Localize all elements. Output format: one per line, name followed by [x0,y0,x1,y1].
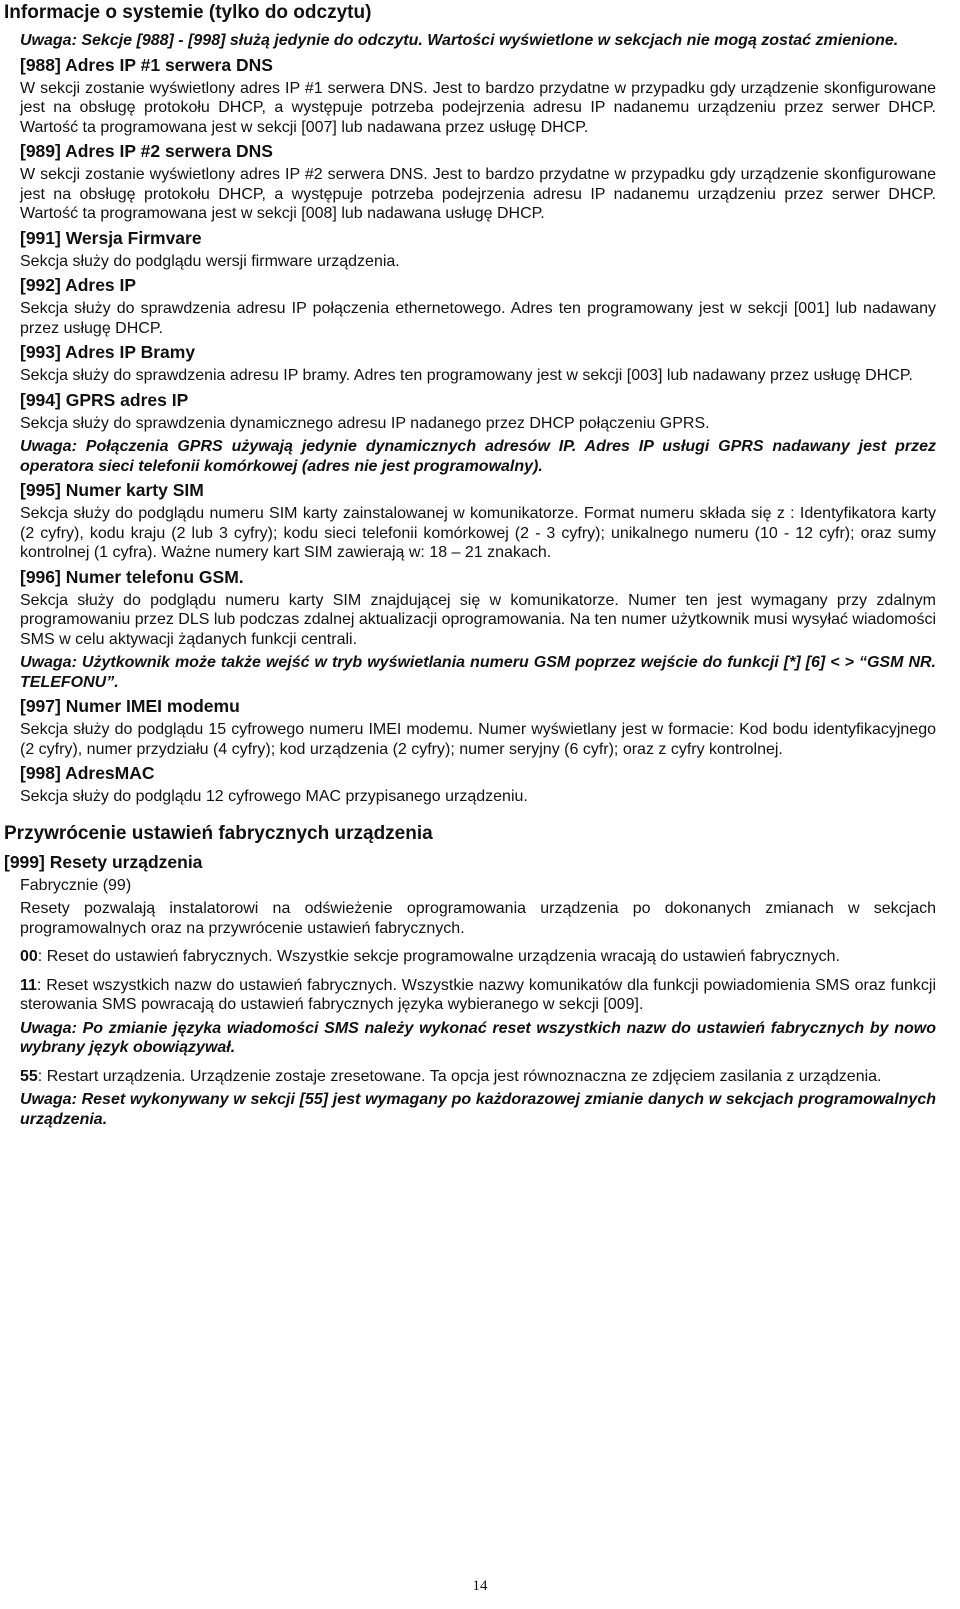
item-997-heading: [997] Numer IMEI modemu [20,696,240,716]
item-995-text: Sekcja służy do podglądu numeru SIM karty zainstalowanej w komunikatorze. Format numeru składa się z : Identyfikatora karty (2 cyfry), kodu kraju (2 lub 3 cyfry); kodu sieci telefonii komórkowej (2 - 3 cyfry); unikalnego numeru (10 - 12 cyfr); oraz sumy kontrolnej (1 cyfra). Ważne numery kart SIM zawierają w: 18 – 21 znakach. [20,505,936,561]
document-page [4,0,936,1133]
item-994-text: Sekcja służy do sprawdzenia dynamicznego adresu IP nadanego przez DHCP połączeniu GPRS. [20,414,710,432]
reset-description: Resety pozwalają instalatorowi na odświeżenie oprogramowania urządzenia po dokonanych zmianach w sekcjach programowalnych oraz na przywrócenie ustawień fabrycznych. [20,900,936,937]
option-text: : Restart urządzenia. Urządzenie zostaje zresetowane. Ta opcja jest równoznaczna ze zdjęciem zasilania z urządzenia. [37,1067,882,1085]
item-996-text: Sekcja służy do podglądu numeru karty SIM znajdującej się w komunikatorze. Numer ten jest wymagany przy zdalnym programowaniu przez DLS lub podczas zdalnej aktualizacji oprogramowania. Na ten numer użytkownik musi wysyłać wiadomości SMS w celu aktywacji żądanych funkcji centrali. [20,591,936,648]
option-text: : Reset wszystkich nazw do ustawień fabrycznych. Wszystkie nazwy komunikatów dla funkcji powiadomienia SMS oraz funkcji sterowania SMS powracają do ustawień fabrycznych języka wybieranego w sekcji [009]. [20,976,936,1013]
item-994-note: Uwaga: Połączenia GPRS używają jedynie dynamicznych adresów IP. Adres IP usługi GPRS nadawany jest przez operatora sieci telefonii komórkowej (adres nie jest programowalny). [20,438,936,475]
item-992-heading: [992] Adres IP [20,275,137,295]
item-989-text: W sekcji zostanie wyświetlony adres IP #2 serwera DNS. Jest to bardzo przydatne w przypadku gdy urządzenie skonfigurowane jest na obsługę protokołu DHCP, a występuje potrzeba podejrzenia adresu IP nadanemu urządzeniu przez serwer DHCP. Wartość ta programowana jest w sekcji [008] lub nadawana usługę DHCP. [20,166,936,222]
item-995-heading: [995] Numer karty SIM [20,480,204,500]
item-988-text: W sekcji zostanie wyświetlony adres IP #1 serwera DNS. Jest to bardzo przydatne w przypadku gdy urządzenie skonfigurowane jest na obsługę protokołu DHCP, a występuje potrzeba podejrzenia adresu IP nadanemu urządzeniu przez serwer DHCP. Wartość ta programowana jest w sekcji [007] lub nadawana przez usługę DHCP. [20,79,936,136]
item-994-heading: [994] GPRS adres IP [20,389,189,410]
reset-body [20,876,936,1130]
reset-default: Fabrycznie (99) [20,876,132,894]
item-998-text: Sekcja służy do podglądu 12 cyfrowego MAC przypisanego urządzeniu. [20,788,528,805]
reset-option-11 [20,976,936,1015]
option-code: 11 [20,976,37,994]
item-993-heading: [993] Adres IP Bramy [20,342,196,362]
reset-note-11: Uwaga: Po zmianie języka wiadomości SMS należy wykonać reset wszystkich nazw do ustawień fabrycznych by nowo wybrany język obowiązywał. [20,1019,936,1056]
item-991-text: Sekcja służy do podglądu wersji firmware urządzenia. [20,252,400,270]
item-999-heading: [999] Resety urządzenia [4,851,203,872]
reset-note-55: Uwaga: Reset wykonywany w sekcji [55] jest wymagany po każdorazowej zmianie danych w sekcjach programowalnych urządzenia. [20,1091,936,1128]
item-996-heading: [996] Numer telefonu GSM. [20,566,244,587]
intro-note: Uwaga: Sekcje [988] - [998] służą jedynie do odczytu. Wartości wyświetlone w sekcjach nie mogą zostać zmienione. [20,32,899,49]
option-code: 55 [20,1067,38,1085]
page-number: 14 [472,1578,488,1594]
item-991-heading: [991] Wersja Firmvare [20,227,202,248]
option-text: : Reset do ustawień fabrycznych. Wszystkie sekcje programowalne urządzenia wracają do ustawień fabrycznych. [37,948,840,965]
section-title-factory-reset: Przywrócenie ustawień fabrycznych urządzenia [4,822,433,844]
item-989-heading: [989] Adres IP #2 serwera DNS [20,141,273,161]
item-992-text: Sekcja służy do sprawdzenia adresu IP połączenia ethernetowego. Adres ten programowany jest w sekcji [001] lub nadawany przez usługę DHCP. [20,300,936,337]
reset-option-00 [20,947,936,967]
section-title-system-info: Informacje o systemie (tylko do odczytu) [4,2,372,23]
item-997-text: Sekcja służy do podglądu 15 cyfrowego numeru IMEI modemu. Numer wyświetlany jest w formacie: Kod bodu identyfikacyjnego (2 cyfry), numer przydziału (4 cyfry); kod urządzenia (2 cyfry); numer seryjny (6 cyfr); oraz z cyfry kontrolnej. [20,721,936,758]
item-998-heading: [998] AdresMAC [20,763,155,783]
reset-option-55 [20,1067,936,1087]
item-993-text: Sekcja służy do sprawdzenia adresu IP bramy. Adres ten programowany jest w sekcji [003] lub nadawany przez usługę DHCP. [20,367,913,384]
item-996-note: Uwaga: Użytkownik może także wejść w tryb wyświetlania numeru GSM poprzez wejście do funkcji [*] [6] < > “GSM NR. TELEFONU”. [20,654,936,691]
item-988-heading: [988] Adres IP #1 serwera DNS [20,54,273,75]
option-code: 00 [20,948,38,965]
section-body [20,31,936,807]
